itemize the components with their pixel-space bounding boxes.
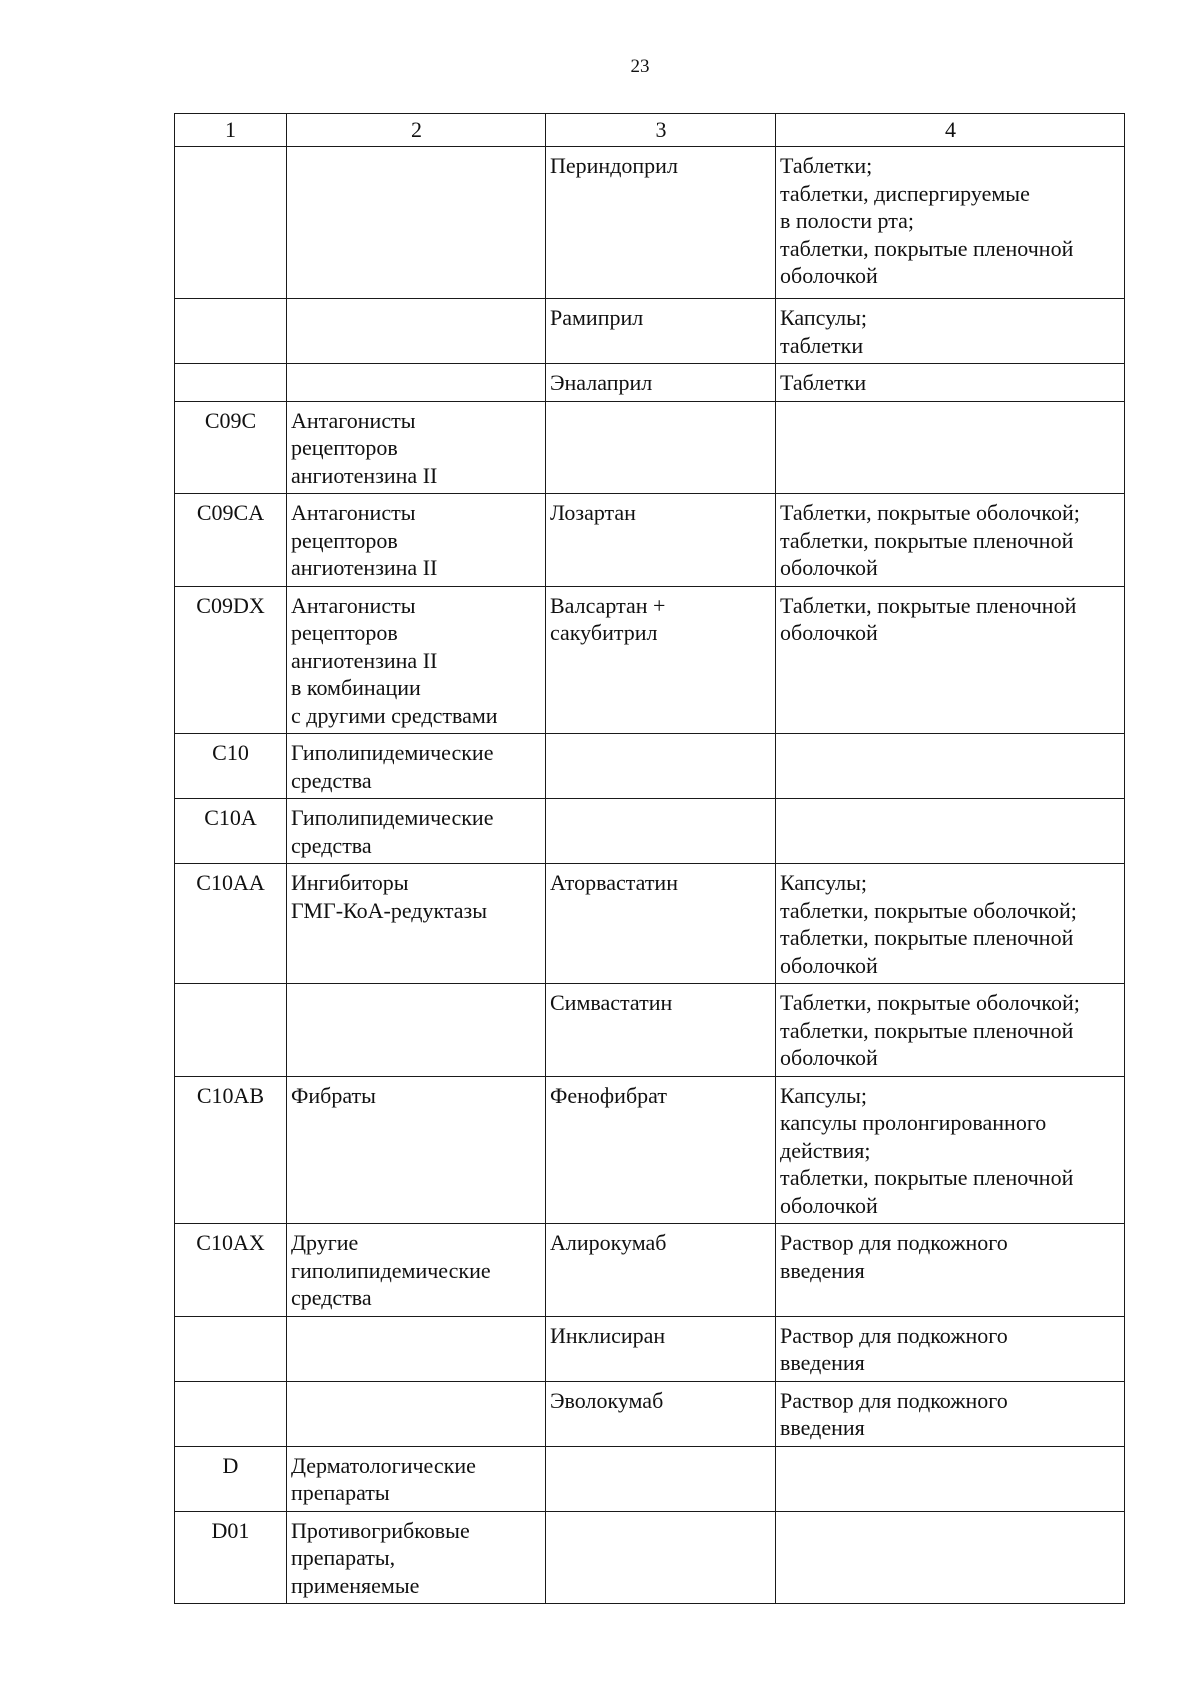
drug-name-cell: Инклисиран <box>546 1316 776 1381</box>
table-row <box>175 1224 1125 1317</box>
header-col-4: 4 <box>776 114 1125 147</box>
pharm-group-cell <box>287 299 546 364</box>
atc-code-cell <box>175 147 287 299</box>
pharm-group-cell: Другие гиполипидемические средства <box>287 1224 546 1317</box>
pharm-group-cell <box>287 1316 546 1381</box>
table-row <box>175 864 1125 984</box>
table-row <box>175 494 1125 587</box>
dosage-form-cell: Капсулы; таблетки <box>776 299 1125 364</box>
drug-name-cell <box>546 1511 776 1604</box>
atc-code-cell: C10 <box>175 734 287 799</box>
pharm-group-cell: Фибраты <box>287 1076 546 1224</box>
dosage-form-cell: Таблетки, покрытые оболочкой; таблетки, покрытые пленочной оболочкой <box>776 984 1125 1077</box>
table-row <box>175 401 1125 494</box>
atc-code-cell: C10AX <box>175 1224 287 1317</box>
dosage-form-cell <box>776 401 1125 494</box>
table-row <box>175 364 1125 402</box>
atc-code-cell <box>175 299 287 364</box>
page-number: 23 <box>630 56 650 77</box>
drug-name-cell: Валсартан + сакубитрил <box>546 586 776 734</box>
dosage-form-cell <box>776 1511 1125 1604</box>
pharm-group-cell <box>287 984 546 1077</box>
dosage-form-cell: Таблетки <box>776 364 1125 402</box>
drug-name-cell <box>546 1446 776 1511</box>
header-col-3: 3 <box>546 114 776 147</box>
pharm-group-cell <box>287 1381 546 1446</box>
pharm-group-cell: Антагонисты рецепторов ангиотензина II в комбинации с другими средствами <box>287 586 546 734</box>
atc-code-cell <box>175 364 287 402</box>
drug-name-cell <box>546 734 776 799</box>
dosage-form-cell <box>776 734 1125 799</box>
table-row <box>175 1316 1125 1381</box>
pharm-group-cell <box>287 364 546 402</box>
atc-code-cell: C09C <box>175 401 287 494</box>
dosage-form-cell: Раствор для подкожного введения <box>776 1316 1125 1381</box>
atc-code-cell <box>175 1316 287 1381</box>
atc-code-cell: D <box>175 1446 287 1511</box>
table-row <box>175 734 1125 799</box>
atc-code-cell: C10A <box>175 799 287 864</box>
drug-name-cell: Эналаприл <box>546 364 776 402</box>
table-row <box>175 799 1125 864</box>
drug-name-cell <box>546 401 776 494</box>
table-row <box>175 1381 1125 1446</box>
atc-code-cell: C09CA <box>175 494 287 587</box>
table-header-row <box>175 114 1125 147</box>
drug-name-cell <box>546 799 776 864</box>
drug-name-cell: Периндоприл <box>546 147 776 299</box>
atc-code-cell <box>175 1381 287 1446</box>
dosage-form-cell: Таблетки; таблетки, диспергируемые в полости рта; таблетки, покрытые пленочной оболочкой <box>776 147 1125 299</box>
table-row <box>175 586 1125 734</box>
drug-name-cell: Симвастатин <box>546 984 776 1077</box>
pharm-group-cell: Антагонисты рецепторов ангиотензина II <box>287 494 546 587</box>
atc-code-cell: C10AA <box>175 864 287 984</box>
drug-table <box>174 113 1125 1604</box>
drug-name-cell: Аторвастатин <box>546 864 776 984</box>
drug-name-cell: Рамиприл <box>546 299 776 364</box>
drug-name-cell: Лозартан <box>546 494 776 587</box>
pharm-group-cell: Противогрибковые препараты, применяемые <box>287 1511 546 1604</box>
dosage-form-cell: Таблетки, покрытые пленочной оболочкой <box>776 586 1125 734</box>
pharm-group-cell <box>287 147 546 299</box>
dosage-form-cell: Таблетки, покрытые оболочкой; таблетки, покрытые пленочной оболочкой <box>776 494 1125 587</box>
atc-code-cell: C10AB <box>175 1076 287 1224</box>
atc-code-cell: C09DX <box>175 586 287 734</box>
dosage-form-cell <box>776 799 1125 864</box>
dosage-form-cell: Капсулы; таблетки, покрытые оболочкой; таблетки, покрытые пленочной оболочкой <box>776 864 1125 984</box>
table-row <box>175 1446 1125 1511</box>
drug-name-cell: Эволокумаб <box>546 1381 776 1446</box>
atc-code-cell <box>175 984 287 1077</box>
pharm-group-cell: Дерматологические препараты <box>287 1446 546 1511</box>
dosage-form-cell: Капсулы; капсулы пролонгированного действия; таблетки, покрытые пленочной оболочкой <box>776 1076 1125 1224</box>
dosage-form-cell: Раствор для подкожного введения <box>776 1224 1125 1317</box>
header-col-2: 2 <box>287 114 546 147</box>
pharm-group-cell: Гиполипидемические средства <box>287 734 546 799</box>
table-row <box>175 147 1125 299</box>
pharm-group-cell: Гиполипидемические средства <box>287 799 546 864</box>
table-row <box>175 984 1125 1077</box>
pharm-group-cell: Антагонисты рецепторов ангиотензина II <box>287 401 546 494</box>
dosage-form-cell: Раствор для подкожного введения <box>776 1381 1125 1446</box>
dosage-form-cell <box>776 1446 1125 1511</box>
atc-code-cell: D01 <box>175 1511 287 1604</box>
drug-name-cell: Алирокумаб <box>546 1224 776 1317</box>
pharm-group-cell: Ингибиторы ГМГ-КоА-редуктазы <box>287 864 546 984</box>
table-row <box>175 1076 1125 1224</box>
table-row <box>175 1511 1125 1604</box>
table-row <box>175 299 1125 364</box>
drug-name-cell: Фенофибрат <box>546 1076 776 1224</box>
header-col-1: 1 <box>175 114 287 147</box>
